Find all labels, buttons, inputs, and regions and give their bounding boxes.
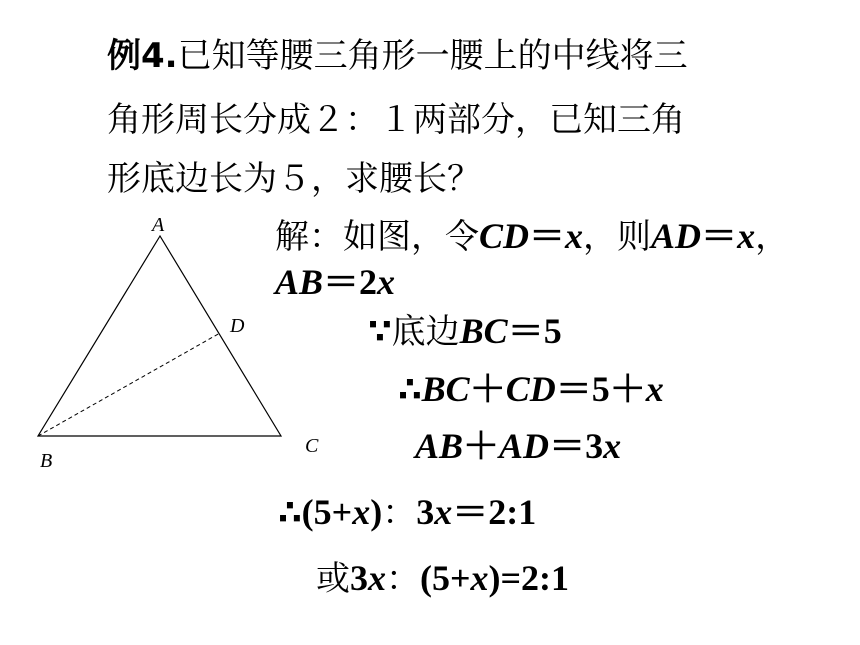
solution-line-5 (415, 426, 621, 467)
solution-line-4 (398, 369, 664, 410)
problem-label: 例4. (107, 36, 178, 76)
paren-close-1: ) (370, 492, 383, 532)
solution-line-2 (275, 262, 395, 303)
therefore-symbol-1: ∴ (398, 370, 422, 410)
vertex-label-b: B (40, 450, 53, 472)
eq-sign-6: ＝ (549, 426, 586, 466)
ratio-1: 2:1 (488, 492, 537, 532)
var-bc-2: BC (421, 369, 470, 409)
var-cd: CD (479, 216, 530, 256)
base-edge-text: 底边 (391, 312, 460, 352)
plus-sign-2: ＋ (609, 369, 646, 409)
eq-sign-2: ＝ (701, 216, 738, 256)
num-five: 5 (543, 311, 562, 351)
vertex-label-d: D (230, 315, 245, 337)
var-x-6: x (352, 492, 371, 532)
eq-sign-7: ＝ (452, 492, 489, 532)
solution-then: ，则 (583, 217, 652, 257)
var-x-1: x (565, 216, 584, 256)
solution-line-7 (316, 558, 569, 599)
paren-close-2: ) (488, 558, 501, 598)
var-x-8: x (368, 558, 386, 598)
num-five-2: 5 (591, 369, 610, 409)
solution-line-1 (275, 216, 789, 257)
var-ad: AD (651, 216, 702, 256)
num-three-2: 3 (416, 492, 435, 532)
var-x-2: x (737, 216, 756, 256)
plus-sign-1: ＋ (469, 369, 506, 409)
comma-1: ， (755, 217, 790, 257)
colon-2: ： (386, 559, 420, 599)
var-x-4: x (645, 369, 664, 409)
eq-sign-3: ＝ (323, 262, 360, 302)
var-ab-2: AB (415, 426, 464, 466)
solution-line-6 (278, 492, 536, 533)
num-two: 2 (359, 262, 378, 302)
median-bd (38, 333, 220, 436)
solution-intro: 解：如图，令 (275, 217, 479, 257)
ratio-eq: =2:1 (500, 558, 570, 598)
num-three-3: 3 (350, 558, 368, 598)
eq-sign-4: ＝ (507, 311, 544, 351)
var-x-5: x (603, 426, 622, 466)
colon-1: ： (382, 493, 417, 533)
var-cd-2: CD (505, 369, 556, 409)
problem-line-2: 角形周长分成２：１两部分，已知三角 (107, 100, 685, 140)
or-text: 或 (316, 559, 350, 599)
because-symbol: ∵ (368, 312, 392, 352)
eq-sign-1: ＝ (529, 216, 566, 256)
solution-line-3 (368, 311, 562, 352)
paren-open-2: (5+ (420, 558, 471, 598)
eq-sign-5: ＝ (555, 369, 592, 409)
var-x-9: x (470, 558, 489, 598)
vertex-label-a: A (152, 214, 165, 236)
paren-open-1: (5+ (301, 492, 353, 532)
problem-text-1: 已知等腰三角形一腰上的中线将三 (177, 36, 688, 76)
problem-line-1 (107, 36, 688, 76)
plus-sign-3: ＋ (463, 426, 500, 466)
problem-line-3: 形底边长为５，求腰长？ (107, 159, 481, 199)
therefore-symbol-2: ∴ (278, 493, 302, 533)
var-x-3: x (377, 262, 396, 302)
var-ad-2: AD (499, 426, 550, 466)
var-x-7: x (434, 492, 453, 532)
triangle-abc (38, 236, 281, 436)
var-bc: BC (459, 311, 508, 351)
num-three: 3 (585, 426, 604, 466)
vertex-label-c: C (305, 435, 319, 457)
var-ab: AB (275, 262, 324, 302)
